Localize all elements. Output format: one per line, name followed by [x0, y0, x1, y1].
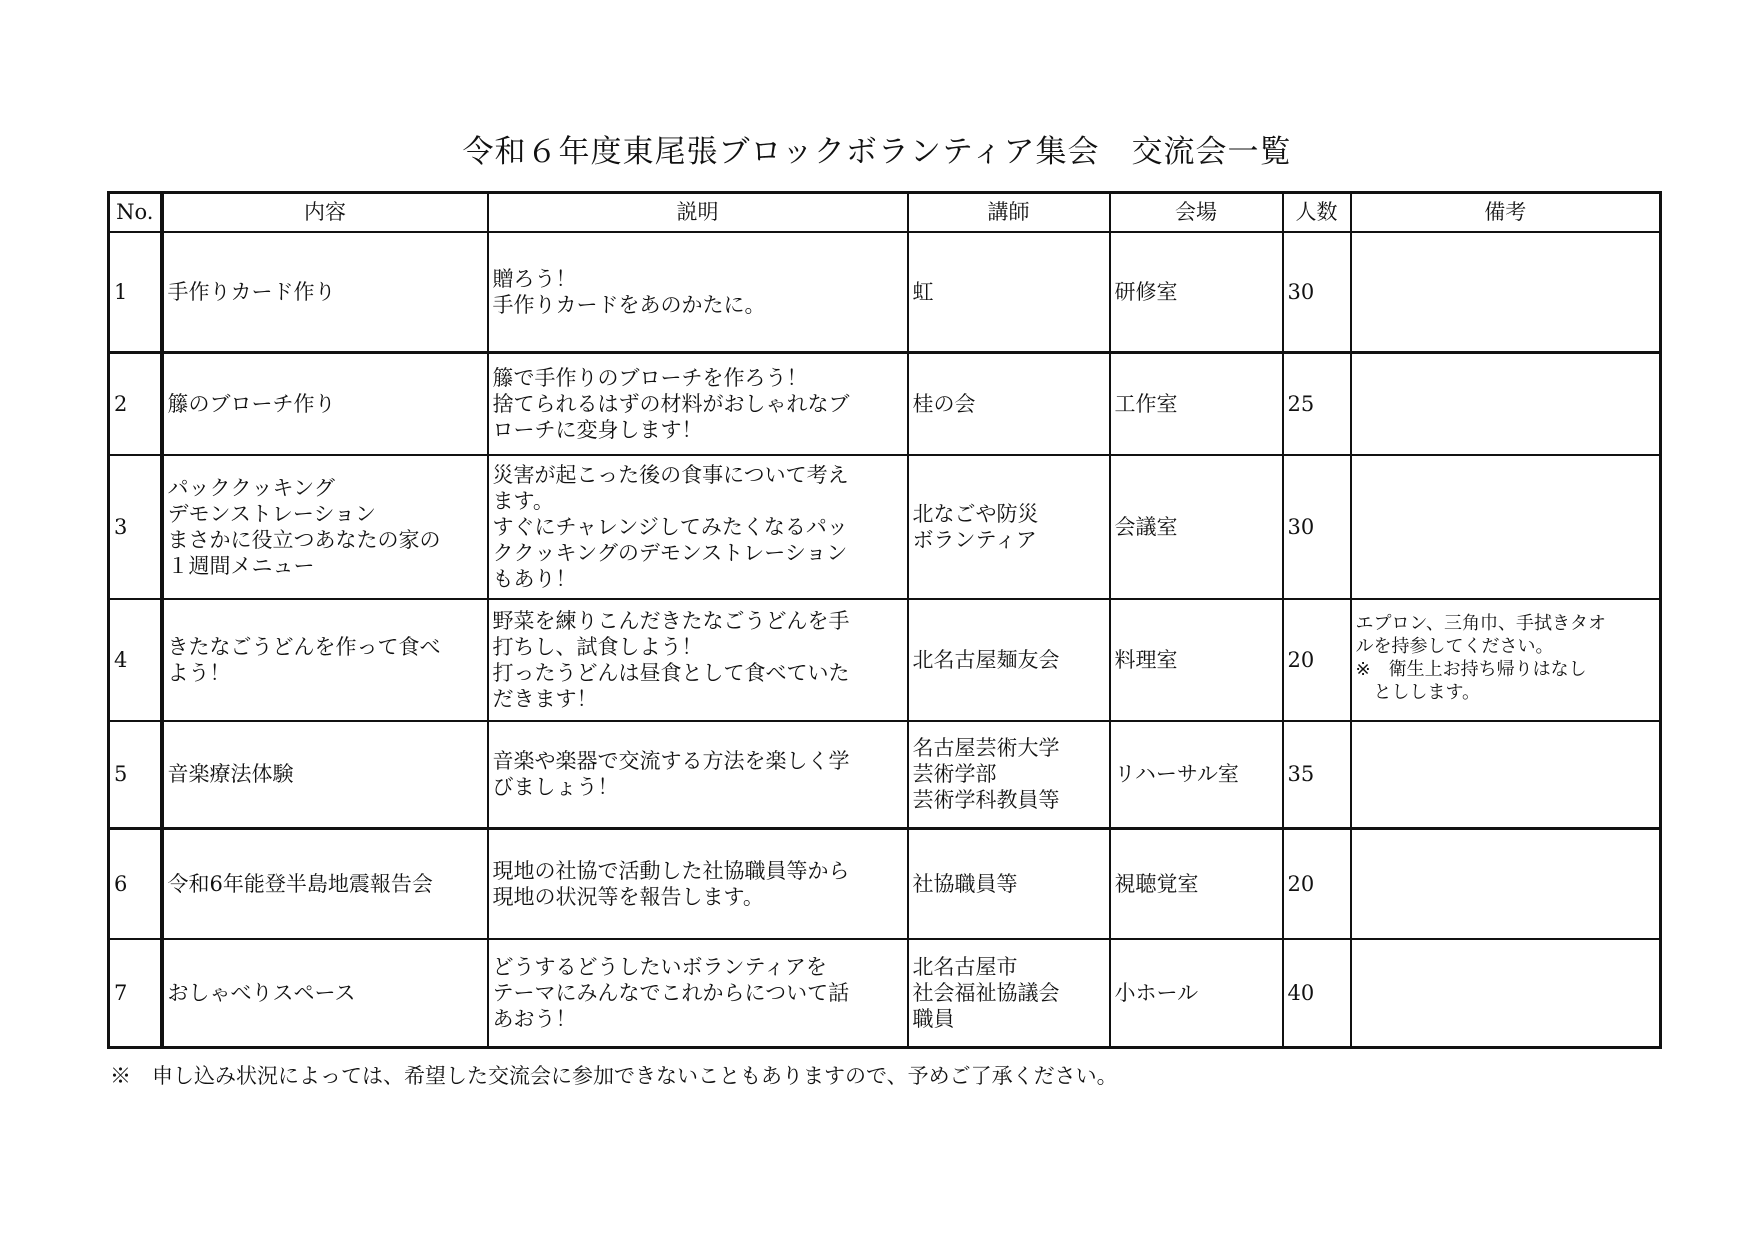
cell-venue: 研修室	[1110, 232, 1283, 353]
header-capacity: 人数	[1283, 193, 1351, 232]
cell-capacity: 20	[1283, 599, 1351, 721]
table-row	[109, 232, 1661, 353]
table-row	[109, 939, 1661, 1048]
cell-description: 籐で手作りのブローチを作ろう！ 捨てられるはずの材料がおしゃれなブ ローチに変身します！	[488, 353, 908, 455]
cell-venue: 会議室	[1110, 455, 1283, 599]
cell-instructor: 北なごや防災 ボランティア	[908, 455, 1110, 599]
cell-no: 5	[109, 721, 162, 829]
header-content: 内容	[162, 193, 488, 232]
cell-venue: 工作室	[1110, 353, 1283, 455]
cell-capacity: 30	[1283, 232, 1351, 353]
cell-remarks	[1351, 232, 1661, 353]
cell-instructor: 桂の会	[908, 353, 1110, 455]
table-row	[109, 599, 1661, 721]
cell-venue: 小ホール	[1110, 939, 1283, 1048]
header-description: 説明	[488, 193, 908, 232]
cell-content: おしゃべりスペース	[162, 939, 488, 1048]
cell-no: 4	[109, 599, 162, 721]
cell-remarks	[1351, 829, 1661, 939]
cell-venue: 料理室	[1110, 599, 1283, 721]
cell-instructor: 社協職員等	[908, 829, 1110, 939]
cell-capacity: 35	[1283, 721, 1351, 829]
table-row	[109, 721, 1661, 829]
cell-instructor: 北名古屋麺友会	[908, 599, 1110, 721]
header-remarks: 備考	[1351, 193, 1661, 232]
cell-description: 野菜を練りこんだきたなごうどんを手 打ちし、試食しよう！ 打ったうどんは昼食として食べていた だきます！	[488, 599, 908, 721]
cell-remarks	[1351, 939, 1661, 1048]
cell-no: 1	[109, 232, 162, 353]
cell-capacity: 20	[1283, 829, 1351, 939]
cell-description: 災害が起こった後の食事について考え ます。 すぐにチャレンジしてみたくなるパッ ククッキングのデモンストレーション もあり！	[488, 455, 908, 599]
cell-no: 3	[109, 455, 162, 599]
table-row	[109, 353, 1661, 455]
cell-venue: 視聴覚室	[1110, 829, 1283, 939]
cell-description: どうするどうしたいボランティアを テーマにみんなでこれからについて話 あおう！	[488, 939, 908, 1048]
cell-content: 手作りカード作り	[162, 232, 488, 353]
cell-capacity: 25	[1283, 353, 1351, 455]
cell-venue: リハーサル室	[1110, 721, 1283, 829]
cell-description: 贈ろう！ 手作りカードをあのかたに。	[488, 232, 908, 353]
cell-content: パッククッキング デモンストレーション まさかに役立つあなたの家の １週間メニュー	[162, 455, 488, 599]
cell-remarks	[1351, 353, 1661, 455]
document-title: 令和６年度東尾張ブロックボランティア集会 交流会一覧	[462, 134, 1292, 170]
cell-description: 現地の社協で活動した社協職員等から 現地の状況等を報告します。	[488, 829, 908, 939]
exchange-session-table	[107, 191, 1662, 1049]
cell-content: 令和6年能登半島地震報告会	[162, 829, 488, 939]
header-no: No.	[109, 193, 162, 232]
cell-capacity: 40	[1283, 939, 1351, 1048]
cell-instructor: 虹	[908, 232, 1110, 353]
header-venue: 会場	[1110, 193, 1283, 232]
cell-content: 籐のブローチ作り	[162, 353, 488, 455]
table-row	[109, 829, 1661, 939]
cell-instructor: 名古屋芸術大学 芸術学部 芸術学科教員等	[908, 721, 1110, 829]
cell-content: 音楽療法体験	[162, 721, 488, 829]
table-row	[109, 455, 1661, 599]
cell-no: 6	[109, 829, 162, 939]
cell-remarks	[1351, 721, 1661, 829]
cell-content: きたなごうどんを作って食べ よう！	[162, 599, 488, 721]
footnote-note: ※ 申し込み状況によっては、希望した交流会に参加できないこともありますので、予めご了承ください。	[110, 1064, 1118, 1088]
header-instructor: 講師	[908, 193, 1110, 232]
cell-remarks	[1351, 455, 1661, 599]
cell-instructor: 北名古屋市 社会福祉協議会 職員	[908, 939, 1110, 1048]
cell-remarks: エプロン、三角巾、手拭きタオ ルを持参してください。 ※ 衛生上お持ち帰りはなし としします。	[1351, 599, 1661, 721]
cell-no: 2	[109, 353, 162, 455]
cell-no: 7	[109, 939, 162, 1048]
table-header-row	[109, 193, 1661, 232]
cell-description: 音楽や楽器で交流する方法を楽しく学 びましょう！	[488, 721, 908, 829]
cell-capacity: 30	[1283, 455, 1351, 599]
